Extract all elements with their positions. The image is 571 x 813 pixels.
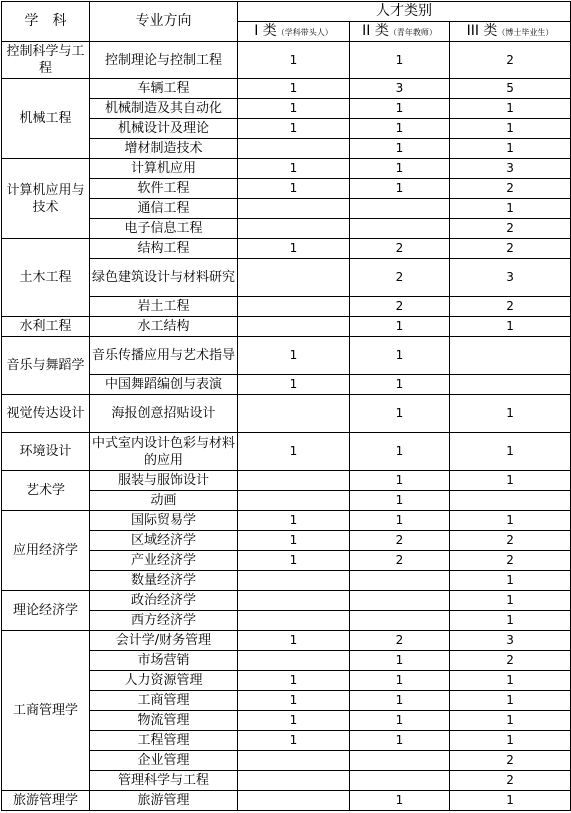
class1-count-cell: 1 (238, 631, 350, 651)
class3-count-cell: 2 (450, 239, 571, 259)
class3-count-cell: 3 (450, 631, 571, 651)
class3-count-cell (450, 375, 571, 395)
discipline-cell: 理论经济学 (2, 591, 90, 631)
class1-count-cell: 1 (238, 691, 350, 711)
header-direction: 专业方向 (90, 2, 238, 42)
direction-cell: 电子信息工程 (90, 219, 238, 239)
class3-count-cell: 1 (450, 731, 571, 751)
table-row (2, 511, 571, 531)
class3-count-cell: 2 (450, 42, 571, 79)
direction-cell: 控制理论与控制工程 (90, 42, 238, 79)
table-row (2, 395, 571, 433)
talent-requirements-table (1, 1, 571, 811)
discipline-cell: 工商管理学 (2, 631, 90, 791)
direction-cell: 绿色建筑设计与材料研究 (90, 259, 238, 297)
class1-count-cell (238, 751, 350, 771)
direction-cell: 企业管理 (90, 751, 238, 771)
discipline-cell: 水利工程 (2, 317, 90, 337)
class3-count-cell: 2 (450, 297, 571, 317)
direction-cell: 国际贸易学 (90, 511, 238, 531)
direction-cell: 水工结构 (90, 317, 238, 337)
class3-count-cell: 1 (450, 119, 571, 139)
discipline-cell: 环境设计 (2, 433, 90, 471)
table-row (2, 42, 571, 79)
class2-count-cell: 1 (350, 139, 450, 159)
direction-cell: 车辆工程 (90, 79, 238, 99)
class2-count-cell: 1 (350, 711, 450, 731)
class1-count-cell (238, 219, 350, 239)
class3-count-cell: 3 (450, 159, 571, 179)
class1-count-cell (238, 317, 350, 337)
class1-count-cell: 1 (238, 42, 350, 79)
direction-cell: 人力资源管理 (90, 671, 238, 691)
class2-count-cell: 1 (350, 691, 450, 711)
discipline-cell: 旅游管理学 (2, 791, 90, 811)
class2-count-cell: 1 (350, 179, 450, 199)
class3-count-cell: 1 (450, 99, 571, 119)
class1-count-cell: 1 (238, 711, 350, 731)
class2-count-cell (350, 219, 450, 239)
class3-count-cell: 1 (450, 139, 571, 159)
class1-count-cell: 1 (238, 531, 350, 551)
class1-count-cell: 1 (238, 671, 350, 691)
table-row (2, 159, 571, 179)
direction-cell: 物流管理 (90, 711, 238, 731)
class1-count-cell: 1 (238, 239, 350, 259)
class2-count-cell: 1 (350, 651, 450, 671)
class2-count-cell (350, 771, 450, 791)
class1-count-cell (238, 395, 350, 433)
class1-count-cell (238, 651, 350, 671)
class3-count-cell: 3 (450, 259, 571, 297)
class1-count-cell (238, 791, 350, 811)
class1-count-cell (238, 591, 350, 611)
class3-count-cell: 1 (450, 199, 571, 219)
direction-cell: 会计学/财务管理 (90, 631, 238, 651)
direction-cell: 政治经济学 (90, 591, 238, 611)
class2-count-cell: 1 (350, 159, 450, 179)
class2-count-cell: 1 (350, 119, 450, 139)
header-class3: III 类（博士毕业生） (450, 22, 571, 42)
direction-cell: 增材制造技术 (90, 139, 238, 159)
class1-count-cell: 1 (238, 551, 350, 571)
class1-count-cell: 1 (238, 119, 350, 139)
class2-count-cell (350, 751, 450, 771)
class3-count-cell: 2 (450, 179, 571, 199)
direction-cell: 区域经济学 (90, 531, 238, 551)
table-row (2, 791, 571, 811)
class1-count-cell (238, 297, 350, 317)
class3-count-cell: 1 (450, 791, 571, 811)
header-class2: II 类（青年教师） (350, 22, 450, 42)
direction-cell: 西方经济学 (90, 611, 238, 631)
direction-cell: 机械设计及理论 (90, 119, 238, 139)
class3-count-cell: 1 (450, 691, 571, 711)
table-row (2, 631, 571, 651)
class1-count-cell: 1 (238, 433, 350, 471)
discipline-cell: 机械工程 (2, 79, 90, 159)
class1-count-cell (238, 199, 350, 219)
header-category: 人才类别 (238, 2, 571, 22)
class1-count-cell (238, 771, 350, 791)
class2-count-cell: 2 (350, 259, 450, 297)
class2-count-cell: 2 (350, 551, 450, 571)
class3-count-cell: 1 (450, 395, 571, 433)
class1-count-cell (238, 259, 350, 297)
class1-count-cell: 1 (238, 375, 350, 395)
class3-count-cell: 2 (450, 219, 571, 239)
class2-count-cell: 1 (350, 471, 450, 491)
direction-cell: 海报创意招贴设计 (90, 395, 238, 433)
class1-count-cell: 1 (238, 99, 350, 119)
class3-count-cell: 1 (450, 611, 571, 631)
discipline-cell: 应用经济学 (2, 511, 90, 591)
class3-count-cell: 1 (450, 471, 571, 491)
class1-count-cell: 1 (238, 79, 350, 99)
direction-cell: 音乐传播应用与艺术指导 (90, 337, 238, 375)
class3-count-cell: 1 (450, 711, 571, 731)
direction-cell: 中式室内设计色彩与材料的应用 (90, 433, 238, 471)
class1-count-cell (238, 471, 350, 491)
direction-cell: 结构工程 (90, 239, 238, 259)
class1-count-cell: 1 (238, 337, 350, 375)
class2-count-cell (350, 591, 450, 611)
table-row (2, 317, 571, 337)
direction-cell: 市场营销 (90, 651, 238, 671)
class2-count-cell (350, 199, 450, 219)
class1-count-cell (238, 139, 350, 159)
class2-count-cell: 1 (350, 731, 450, 751)
class1-count-cell: 1 (238, 511, 350, 531)
table-row (2, 239, 571, 259)
header-class1: I 类（学科带头人） (238, 22, 350, 42)
class3-count-cell (450, 491, 571, 511)
table-header (2, 2, 571, 42)
class2-count-cell: 1 (350, 511, 450, 531)
discipline-cell: 控制科学与工程 (2, 42, 90, 79)
table-row (2, 79, 571, 99)
class3-count-cell: 1 (450, 671, 571, 691)
class2-count-cell: 1 (350, 671, 450, 691)
discipline-cell: 艺术学 (2, 471, 90, 511)
class2-count-cell (350, 571, 450, 591)
class3-count-cell: 2 (450, 771, 571, 791)
class2-count-cell: 1 (350, 317, 450, 337)
class2-count-cell: 1 (350, 337, 450, 375)
class3-count-cell: 2 (450, 551, 571, 571)
class1-count-cell (238, 611, 350, 631)
class1-count-cell: 1 (238, 159, 350, 179)
class1-count-cell: 1 (238, 179, 350, 199)
class2-count-cell: 2 (350, 531, 450, 551)
direction-cell: 工程管理 (90, 731, 238, 751)
class2-count-cell (350, 611, 450, 631)
direction-cell: 数量经济学 (90, 571, 238, 591)
class3-count-cell (450, 337, 571, 375)
direction-cell: 服装与服饰设计 (90, 471, 238, 491)
table-row (2, 433, 571, 471)
class2-count-cell: 2 (350, 631, 450, 651)
direction-cell: 机械制造及其自动化 (90, 99, 238, 119)
class2-count-cell: 2 (350, 239, 450, 259)
direction-cell: 中国舞蹈编创与表演 (90, 375, 238, 395)
direction-cell: 旅游管理 (90, 791, 238, 811)
class3-count-cell: 2 (450, 751, 571, 771)
header-discipline: 学 科 (2, 2, 90, 42)
class2-count-cell: 1 (350, 42, 450, 79)
class3-count-cell: 5 (450, 79, 571, 99)
class3-count-cell: 1 (450, 591, 571, 611)
discipline-cell: 视觉传达设计 (2, 395, 90, 433)
class2-count-cell: 1 (350, 395, 450, 433)
table-row (2, 337, 571, 375)
table-row (2, 591, 571, 611)
class2-count-cell: 1 (350, 433, 450, 471)
class3-count-cell: 2 (450, 531, 571, 551)
table-body (2, 42, 571, 811)
class2-count-cell: 1 (350, 491, 450, 511)
class2-count-cell: 1 (350, 375, 450, 395)
class3-count-cell: 1 (450, 433, 571, 471)
direction-cell: 计算机应用 (90, 159, 238, 179)
class2-count-cell: 1 (350, 791, 450, 811)
class1-count-cell (238, 571, 350, 591)
class3-count-cell: 1 (450, 511, 571, 531)
direction-cell: 通信工程 (90, 199, 238, 219)
discipline-cell: 音乐与舞蹈学 (2, 337, 90, 395)
discipline-cell: 土木工程 (2, 239, 90, 317)
class3-count-cell: 1 (450, 571, 571, 591)
class2-count-cell: 3 (350, 79, 450, 99)
table-row (2, 471, 571, 491)
direction-cell: 产业经济学 (90, 551, 238, 571)
direction-cell: 工商管理 (90, 691, 238, 711)
class1-count-cell: 1 (238, 731, 350, 751)
discipline-cell: 计算机应用与技术 (2, 159, 90, 239)
class1-count-cell (238, 491, 350, 511)
direction-cell: 岩土工程 (90, 297, 238, 317)
direction-cell: 软件工程 (90, 179, 238, 199)
class3-count-cell: 1 (450, 317, 571, 337)
direction-cell: 管理科学与工程 (90, 771, 238, 791)
class3-count-cell: 2 (450, 651, 571, 671)
class2-count-cell: 1 (350, 99, 450, 119)
direction-cell: 动画 (90, 491, 238, 511)
class2-count-cell: 2 (350, 297, 450, 317)
